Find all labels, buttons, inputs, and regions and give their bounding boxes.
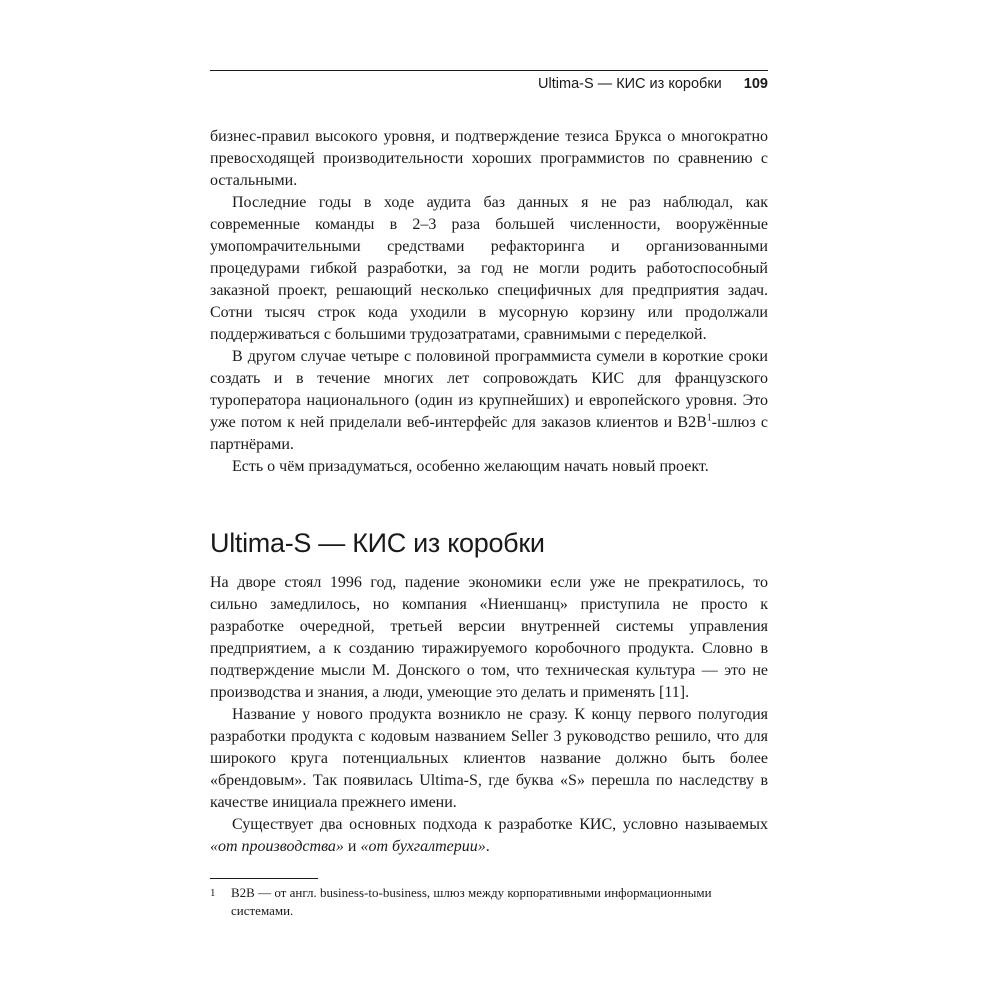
- footnote-mark: 1: [210, 887, 216, 899]
- paragraph: Есть о чём призадуматься, особенно желающим начать новый проект.: [232, 458, 709, 475]
- page-number: 109: [743, 76, 768, 92]
- footnote-divider: [210, 878, 318, 879]
- paragraph: На дворе стоял 1996 год, падение экономики если уже не прекратилось, то сильно замедлилось, но компания «Ниеншанц» приступила не просто к разработке очередной, третьей версии внутренней системы управления предприятием, а к созданию тиражируемого коробочного продукта. Словно в подтверждение мысли М. Донского о том, что техническая культура — это не производства и знания, а люди, умеющие это делать и применять [11].: [210, 574, 768, 701]
- running-title: Ultima-S — КИС из коробки: [538, 76, 722, 92]
- paragraph: [210, 814, 768, 858]
- paragraph: [210, 346, 768, 456]
- footnote: [210, 884, 768, 920]
- paragraph-text: и: [343, 838, 361, 855]
- footnote-reference: 1: [706, 412, 712, 424]
- section-intro-text: [210, 126, 768, 478]
- paragraph-text: -шлюз с партнёрами.: [210, 414, 768, 453]
- paragraph-text: Существует два основных подхода к разработке КИС, условно называемых: [232, 816, 768, 833]
- section-body-text: [210, 572, 768, 858]
- paragraph-text: .: [485, 838, 490, 855]
- paragraph: Последние годы в ходе аудита баз данных я не раз наблюдал, как современные команды в 2–3 раза большей численности, вооружённые умопомрачительными средствами рефакторинга и организованными процедурами гибкой разработки, за год не могли родить работоспособный заказной проект, решающий несколько специфичных для предприятия задач. Сотни тысяч строк кода уходили в мусорную корзину или продолжали поддерживаться с большими трудозатратами, сравнимыми с переделкой.: [210, 194, 768, 343]
- paragraph: Название у нового продукта возникло не сразу. К концу первого полугодия разработки продукта с кодовым названием Seller 3 руководство решило, что для широкого круга потенциальных клиентов название должно быть более «брендовым». Так появилась Ultima-S, где буква «S» перешла по наследству в качестве инициала прежнего имени.: [210, 706, 768, 811]
- section-heading: Ultima-S — КИС из коробки: [210, 528, 545, 558]
- paragraph-text: В другом случае четыре с половиной программиста сумели в короткие сроки создать и в течение многих лет сопровождать КИС для французского туроператора национального (один из крупнейших) и европейского уровня. Это уже потом к ней приделали веб-интерфейс для заказов клиентов и B2B: [210, 348, 768, 431]
- footnote-text: B2B — от англ. business-to-business, шлюз между корпоративными информационными системами.: [231, 885, 712, 918]
- running-header: [210, 70, 768, 102]
- paragraph: бизнес-правил высокого уровня, и подтверждение тезиса Брукса о многократно превосходящей производительности хороших программистов по сравнению с остальными.: [210, 128, 768, 189]
- emphasis-text: «от производства»: [210, 838, 344, 855]
- emphasis-text: «от бухгалтерии»: [360, 838, 486, 855]
